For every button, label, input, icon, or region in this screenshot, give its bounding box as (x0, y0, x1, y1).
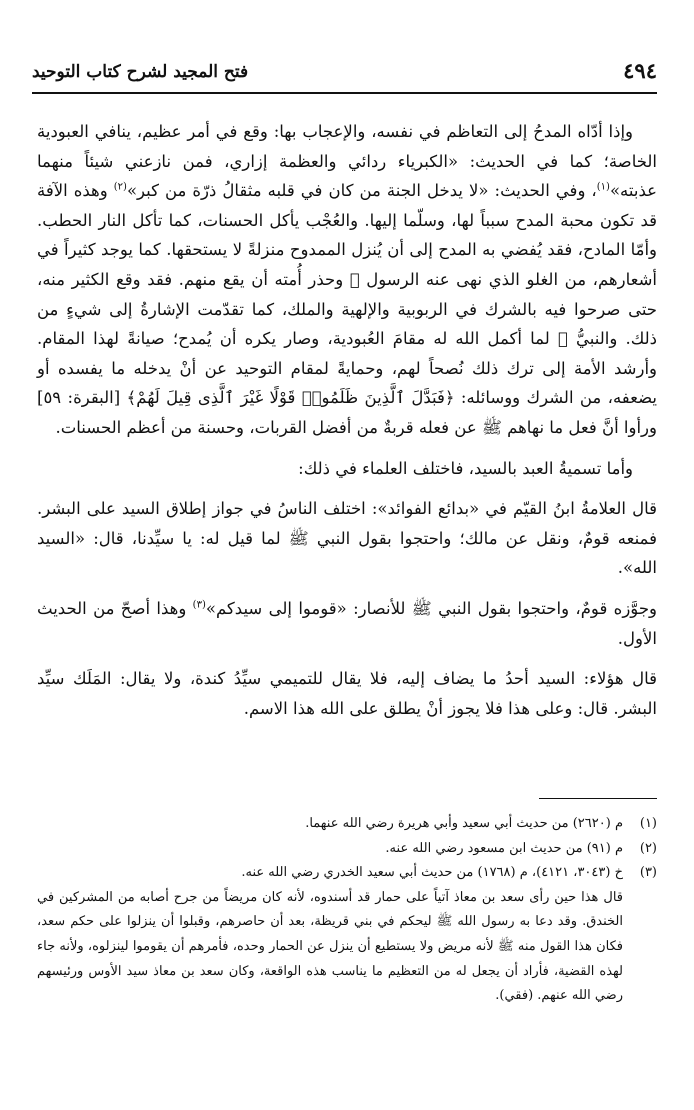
paragraph-sayyid-intro: وأما تسميةُ العبد بالسيد، فاختلف العلماء في ذلك: (298, 458, 633, 478)
footnote-text: م (٩١) من حديث ابن مسعود رضي الله عنه. (385, 840, 623, 856)
paragraph-permitters-text-a: وجوَّزه قومٌ، واحتجوا بقول النبي ﷺ للأنصار: «قوموا إلى سيدكم» (205, 598, 657, 618)
footnote-1 (37, 812, 657, 837)
main-text (37, 117, 657, 723)
page-number: ٤٩٤ (623, 58, 657, 83)
paragraph-ibn-qayyim: قال العلامةُ ابنُ القيّم في «بدائع الفوائد»: اختلف الناسُ في جواز إطلاق السيد على البشر. فمنعه قومٌ، ونقل عن مالك؛ واحتجوا بقول النبي ﷺ لما قيل له: يا سيِّدنا، قال: «السيد الله». (37, 499, 657, 578)
footnote-body (37, 861, 623, 1009)
page-header (32, 58, 657, 94)
footnote-ref-3: (٣) (192, 599, 206, 611)
footnote-number: (١) (639, 816, 657, 831)
footnote-text: خ (٣٠٤٣، ٤١٢١)، م (١٧٦٨) من حديث أبي سعيد الخدري رضي الله عنه. (241, 865, 623, 881)
footnote-number: (٣) (639, 865, 657, 881)
footnotes-section (37, 812, 657, 1009)
paragraph-praise-text-a: وإذا أدّاه المدحُ إلى التعاظم في نفسه، والإعجاب بها: وقع في أمر عظيم، ينافي العبودية الخاصة؛ كما في الحديث: «الكبرياء ردائي والعظمة إزاري، فمن نازعني شيئاً منهما عذبته» (37, 122, 657, 201)
footnote-2 (37, 837, 657, 862)
footnote-ref-2: (٢) (113, 181, 127, 193)
footnote-text: م (٢٦٢٠) من حديث أبي سعيد وأبي هريرة رضي الله عنهما. (305, 816, 623, 831)
footnote-ref-1: (١) (596, 181, 610, 193)
paragraph-praise-text-c: وهذه الآفة قد تكون محبة المدح سبباً لها، وسلّما إليها. والعُجْب يأكل الحسنات، كما تأكل النار الحطب. وأمّا المادح، فقد يُفضي به المدح إلى أن يُنزل الممدوح منزلةً لا يستحقها. كما يوجد كثيراً في أشعارهم، من الغلو الذي نهى عنه الرسول ﷺ وحذر أُمته أن يقع منهم. فقد وقع الكثير منه، حتى صرحوا فيه بالشرك في الربوبية والإلهية والملك، كما تقدّمت الإشارةُ إلى شيءٍ من ذلك. والنبيُّ ﷺ لما أكمل الله له مقامَ العُبودية، وصار يكره أن يُمدح؛ صيانةً لهذا المقام. وأرشد الأمة إلى ترك ذلك نُصحاً لهم، وحمايةً لمقام التوحيد عن أنْ يدخله ما يفسده أو يضعفه، من الشرك ووسائله: ﴿فَبَدَّلَ ٱلَّذِينَ ظَلَمُوا۟ قَوْلًا غَيْرَ ٱلَّذِى قِيلَ لَهُمْ﴾ [البقرة: ٥٩] ورأوا أنَّ فعل ما نهاهم ﷺ عن فعله قربةٌ من أفضل القربات، وحسنة من أعظم الحسنات. (37, 181, 657, 437)
footnote-3 (37, 861, 657, 1009)
book-title: فتح المجيد لشرح كتاب التوحيد (32, 62, 249, 82)
paragraph-permitters-text-b: وهذا أصحّ من الحديث الأول. (37, 598, 657, 648)
paragraph-praise-text-b: ، وفي الحديث: «لا يدخل الجنة من كان في قلبه مثقالُ ذرّة من كبر» (126, 181, 597, 201)
footnote-number: (٢) (639, 840, 657, 856)
footnote-commentary: قال هذا حين رأى سعد بن معاذ آتياً على حمار قد أسندوه، لأنه كان مريضاً من جرح أصابه من المشركين في الخندق. وقد دعا به رسول الله ﷺ ليحكم في بني قريظة، بعد أن حاصرهم، وقبلوا أن ينزلوا على حكم سعد، فكان هذا القول منه ﷺ لأنه مريض ولا يستطيع أن ينزل عن الحمار وحده، فأمرهم أن يقوموا لينزلوه، ولأنه جاء لهذه القضية، فأراد أن يجعل له من التعظيم ما يناسب هذه الواقعة، وكان سعد بن معاذ سيد الأوس ورئيسهم رضي الله عنهم. (فقي). (37, 889, 623, 1004)
paragraph-praise (37, 117, 657, 443)
paragraph-conclusion: قال هؤلاء: السيد أحدُ ما يضاف إليه، فلا يقال للتميمي سيِّدُ كندة، ولا يقال: المَلَك سيِّد البشر. قال: وعلى هذا فلا يجوز أنْ يطلق على الله هذا الاسم. (37, 669, 657, 718)
paragraph-permitters (37, 594, 657, 653)
footnote-divider (539, 798, 657, 799)
